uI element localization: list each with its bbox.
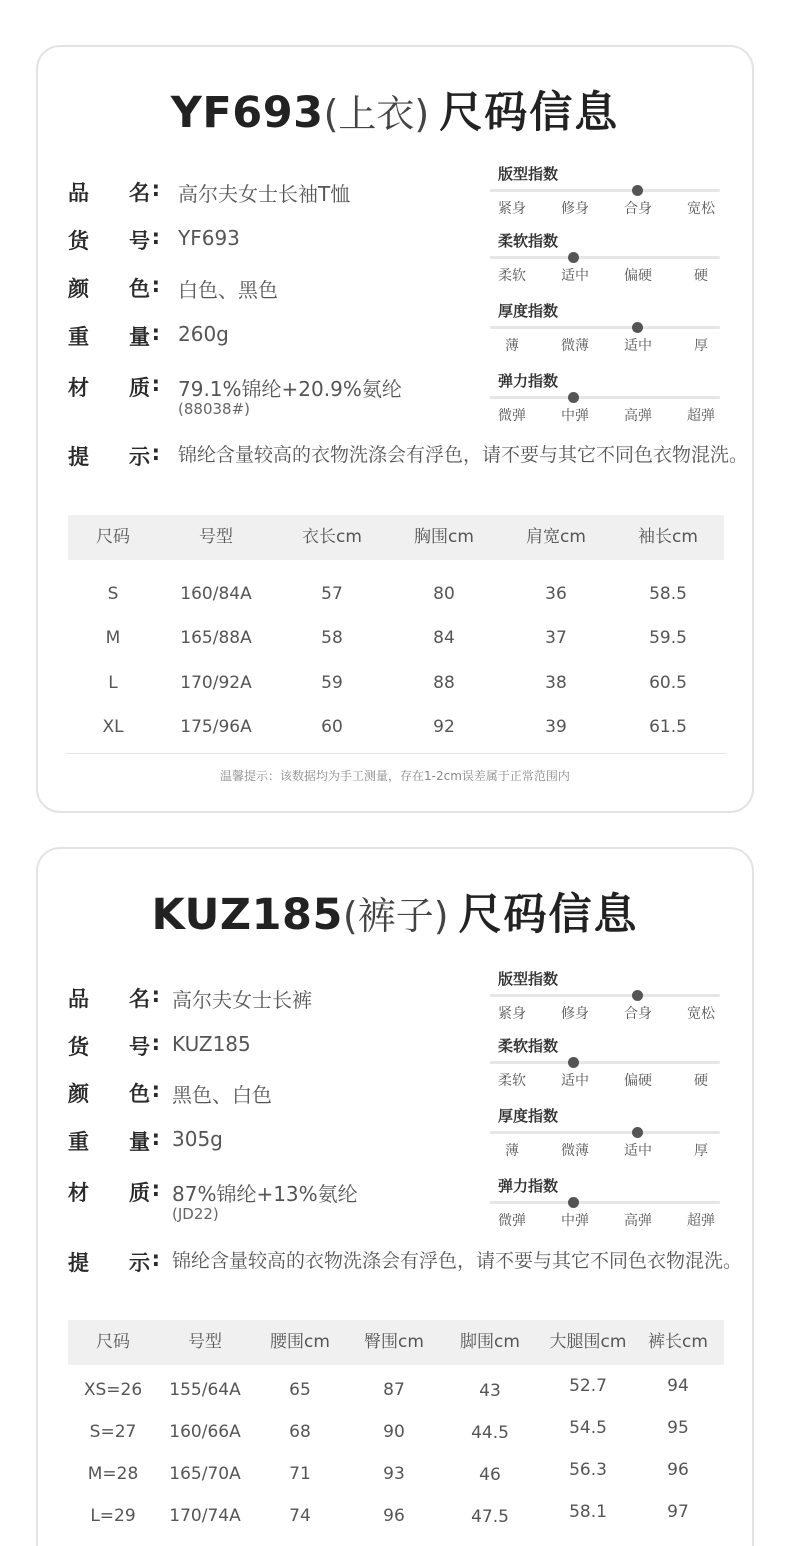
field-value: 305g <box>172 1127 223 1151</box>
index-title: 柔软指数 <box>498 232 559 250</box>
index-option: 偏硬 <box>624 1073 652 1089</box>
field-label-char: 名 <box>129 987 150 1011</box>
field-label-char: 示 <box>129 1251 150 1275</box>
field-label-char: 颜 <box>68 1082 89 1106</box>
index-option: 紧身 <box>498 1006 526 1022</box>
table-cell: 65 <box>289 1380 311 1400</box>
product-code: KUZ185 <box>151 890 343 940</box>
column-header: 号型 <box>188 1332 222 1352</box>
index-option: 柔软 <box>498 1073 526 1089</box>
index-title: 弹力指数 <box>498 1177 559 1195</box>
field-label <box>68 983 160 1013</box>
field-colon: : <box>151 177 160 201</box>
table-cell: 92 <box>433 717 455 737</box>
table-cell: 57 <box>321 584 343 604</box>
index-title: 弹力指数 <box>498 372 559 390</box>
index-title: 厚度指数 <box>498 1107 559 1125</box>
footnote: 温馨提示：该数据均为手工测量，存在1-2cm误差属于正常范围内 <box>220 769 570 783</box>
table-cell: 43 <box>479 1381 501 1401</box>
table-cell: 90 <box>383 1422 405 1442</box>
field-colon: : <box>151 273 160 297</box>
index-option: 薄 <box>505 1143 519 1159</box>
note-text: 锦纶含量较高的衣物洗涤会有浮色，请不要与其它不同色衣物混洗。 <box>178 444 749 466</box>
table-cell: 74 <box>289 1506 311 1526</box>
field-value: 高尔夫女士长袖T恤 <box>178 182 351 206</box>
index-track <box>490 326 720 329</box>
column-header: 衣长cm <box>302 527 362 547</box>
table-cell: 58.5 <box>649 584 687 604</box>
column-header: 大腿围cm <box>549 1332 627 1352</box>
field-value: YF693 <box>178 226 240 250</box>
table-cell: XS=26 <box>83 1380 143 1400</box>
table-cell: 170/92A <box>180 673 252 693</box>
field-label-char: 示 <box>129 445 150 469</box>
index-option: 高弹 <box>624 408 652 424</box>
index-marker <box>568 252 579 263</box>
table-cell: 80 <box>433 584 455 604</box>
field-label <box>68 177 160 207</box>
index-option: 硬 <box>694 268 708 284</box>
field-value: 87%锦纶+13%氨纶 <box>172 1182 358 1206</box>
table-cell: 36 <box>545 584 567 604</box>
field-label-char: 品 <box>68 181 89 205</box>
field-value: 79.1%锦纶+20.9%氨纶 <box>178 377 402 401</box>
field-value: 白色、黑色 <box>178 278 278 302</box>
table-cell: S <box>107 584 119 604</box>
field-label <box>68 273 160 303</box>
field-label <box>68 372 160 402</box>
field-value: KUZ185 <box>172 1032 251 1056</box>
index-title: 版型指数 <box>498 165 559 183</box>
table-cell: 59.5 <box>649 628 687 648</box>
index-option: 适中 <box>561 268 589 284</box>
field-colon: : <box>151 225 160 249</box>
column-header: 腰围cm <box>270 1332 330 1352</box>
field-label-char: 提 <box>68 445 89 469</box>
index-option: 中弹 <box>561 408 589 424</box>
field-colon: : <box>151 321 160 345</box>
index-option: 超弹 <box>687 1213 715 1229</box>
title-suffix: 尺码信息 <box>439 88 620 138</box>
field-subvalue: (JD22) <box>172 1205 219 1223</box>
index-option: 修身 <box>561 201 589 217</box>
index-option: 合身 <box>624 1006 652 1022</box>
table-cell: 93 <box>383 1464 405 1484</box>
index-track <box>490 1061 720 1064</box>
index-option: 修身 <box>561 1006 589 1022</box>
index-title: 柔软指数 <box>498 1037 559 1055</box>
size-card-bottom <box>36 847 754 1546</box>
index-option: 中弹 <box>561 1213 589 1229</box>
field-colon: : <box>151 1031 160 1055</box>
table-cell: 96 <box>667 1460 689 1480</box>
field-label <box>68 1078 160 1108</box>
field-label-char: 质 <box>129 1181 150 1205</box>
product-code: YF693 <box>170 88 324 138</box>
index-option: 偏硬 <box>624 268 652 284</box>
field-value: 黑色、白色 <box>172 1083 272 1107</box>
table-divider <box>66 753 726 754</box>
index-track <box>490 189 720 192</box>
note-text: 锦纶含量较高的衣物洗涤会有浮色，请不要与其它不同色衣物混洗。 <box>172 1250 743 1272</box>
field-label-char: 品 <box>68 987 89 1011</box>
field-label <box>68 1177 160 1207</box>
column-header: 臀围cm <box>364 1332 424 1352</box>
card-title <box>38 881 752 942</box>
field-label <box>68 225 160 255</box>
field-colon: : <box>151 1177 160 1201</box>
index-option: 适中 <box>624 1143 652 1159</box>
field-label-char: 质 <box>129 376 150 400</box>
table-cell: L <box>108 673 118 693</box>
index-option: 高弹 <box>624 1213 652 1229</box>
table-cell: 68 <box>289 1422 311 1442</box>
card-title <box>38 79 752 140</box>
index-option: 微薄 <box>561 1143 589 1159</box>
index-track <box>490 396 720 399</box>
index-option: 合身 <box>624 201 652 217</box>
table-cell: 44.5 <box>471 1423 509 1443</box>
index-option: 紧身 <box>498 201 526 217</box>
table-cell: 46 <box>479 1465 501 1485</box>
table-cell: 37 <box>545 628 567 648</box>
index-track <box>490 994 720 997</box>
index-option: 宽松 <box>687 201 715 217</box>
product-kind: (裤子) <box>342 894 449 938</box>
table-cell: 56.3 <box>569 1460 607 1480</box>
field-label-char: 重 <box>68 1130 89 1154</box>
column-header: 胸围cm <box>414 527 474 547</box>
index-track <box>490 1131 720 1134</box>
table-cell: 175/96A <box>180 717 252 737</box>
index-option: 微薄 <box>561 338 589 354</box>
index-option: 硬 <box>694 1073 708 1089</box>
column-header: 号型 <box>199 527 233 547</box>
column-header: 尺码 <box>96 1332 130 1352</box>
field-label-char: 名 <box>129 181 150 205</box>
index-option: 柔软 <box>498 268 526 284</box>
table-cell: 160/84A <box>180 584 252 604</box>
table-cell: 155/64A <box>169 1380 241 1400</box>
table-cell: 165/88A <box>180 628 252 648</box>
column-header: 裤长cm <box>648 1332 708 1352</box>
field-label-char: 货 <box>68 229 89 253</box>
field-label-char: 材 <box>68 376 89 400</box>
field-label-char: 号 <box>129 229 150 253</box>
field-label <box>68 1031 160 1061</box>
table-cell: 87 <box>383 1380 405 1400</box>
index-option: 适中 <box>561 1073 589 1089</box>
table-cell: 60 <box>321 717 343 737</box>
index-marker <box>632 990 643 1001</box>
table-cell: 97 <box>667 1502 689 1522</box>
field-subvalue: (88038#) <box>178 400 250 418</box>
table-cell: 61.5 <box>649 717 687 737</box>
size-card-top <box>36 45 754 813</box>
index-marker <box>568 1197 579 1208</box>
table-cell: 170/74A <box>169 1506 241 1526</box>
table-cell: 39 <box>545 717 567 737</box>
field-label-char: 量 <box>129 1130 150 1154</box>
title-suffix: 尺码信息 <box>458 890 639 940</box>
index-marker <box>568 392 579 403</box>
index-track <box>490 1201 720 1204</box>
index-title: 版型指数 <box>498 970 559 988</box>
field-value: 260g <box>178 322 229 346</box>
note-label <box>68 1247 160 1277</box>
table-cell: 60.5 <box>649 673 687 693</box>
table-cell: 58.1 <box>569 1502 607 1522</box>
field-label-char: 提 <box>68 1251 89 1275</box>
field-label-char: 号 <box>129 1035 150 1059</box>
index-option: 厚 <box>694 1143 708 1159</box>
index-track <box>490 256 720 259</box>
index-option: 适中 <box>624 338 652 354</box>
table-cell: 96 <box>383 1506 405 1526</box>
table-cell: 58 <box>321 628 343 648</box>
index-option: 厚 <box>694 338 708 354</box>
table-cell: 38 <box>545 673 567 693</box>
table-cell: S=27 <box>89 1422 137 1442</box>
index-option: 宽松 <box>687 1006 715 1022</box>
field-colon: : <box>151 1126 160 1150</box>
index-option: 微弹 <box>498 1213 526 1229</box>
field-colon: : <box>151 441 160 465</box>
table-cell: 54.5 <box>569 1418 607 1438</box>
table-cell: M <box>105 628 121 648</box>
table-cell: 84 <box>433 628 455 648</box>
index-marker <box>632 185 643 196</box>
table-cell: 47.5 <box>471 1507 509 1527</box>
table-cell: 71 <box>289 1464 311 1484</box>
table-cell: 95 <box>667 1418 689 1438</box>
product-kind: (上衣) <box>323 92 430 136</box>
table-cell: M=28 <box>87 1464 139 1484</box>
table-cell: 94 <box>667 1376 689 1396</box>
table-cell: XL <box>102 717 124 737</box>
note-label <box>68 441 160 471</box>
field-colon: : <box>151 983 160 1007</box>
table-cell: 52.7 <box>569 1376 607 1396</box>
field-label-char: 重 <box>68 325 89 349</box>
index-marker <box>568 1057 579 1068</box>
field-label-char: 色 <box>129 1082 150 1106</box>
table-header <box>68 1320 724 1365</box>
table-cell: 88 <box>433 673 455 693</box>
table-cell: 165/70A <box>169 1464 241 1484</box>
field-colon: : <box>151 1247 160 1271</box>
column-header: 尺码 <box>96 527 130 547</box>
column-header: 脚围cm <box>460 1332 520 1352</box>
table-header <box>68 515 724 560</box>
index-option: 超弹 <box>687 408 715 424</box>
field-label-char: 货 <box>68 1035 89 1059</box>
field-label <box>68 321 160 351</box>
table-cell: 59 <box>321 673 343 693</box>
index-option: 微弹 <box>498 408 526 424</box>
field-label-char: 材 <box>68 1181 89 1205</box>
index-title: 厚度指数 <box>498 302 559 320</box>
column-header: 袖长cm <box>638 527 698 547</box>
field-label <box>68 1126 160 1156</box>
index-option: 薄 <box>505 338 519 354</box>
table-cell: L=29 <box>90 1506 136 1526</box>
field-label-char: 色 <box>129 277 150 301</box>
column-header: 肩宽cm <box>526 527 586 547</box>
index-marker <box>632 1127 643 1138</box>
field-colon: : <box>151 1078 160 1102</box>
index-marker <box>632 322 643 333</box>
field-colon: : <box>151 372 160 396</box>
field-label-char: 颜 <box>68 277 89 301</box>
table-cell: 160/66A <box>169 1422 241 1442</box>
field-value: 高尔夫女士长裤 <box>172 988 312 1012</box>
field-label-char: 量 <box>129 325 150 349</box>
